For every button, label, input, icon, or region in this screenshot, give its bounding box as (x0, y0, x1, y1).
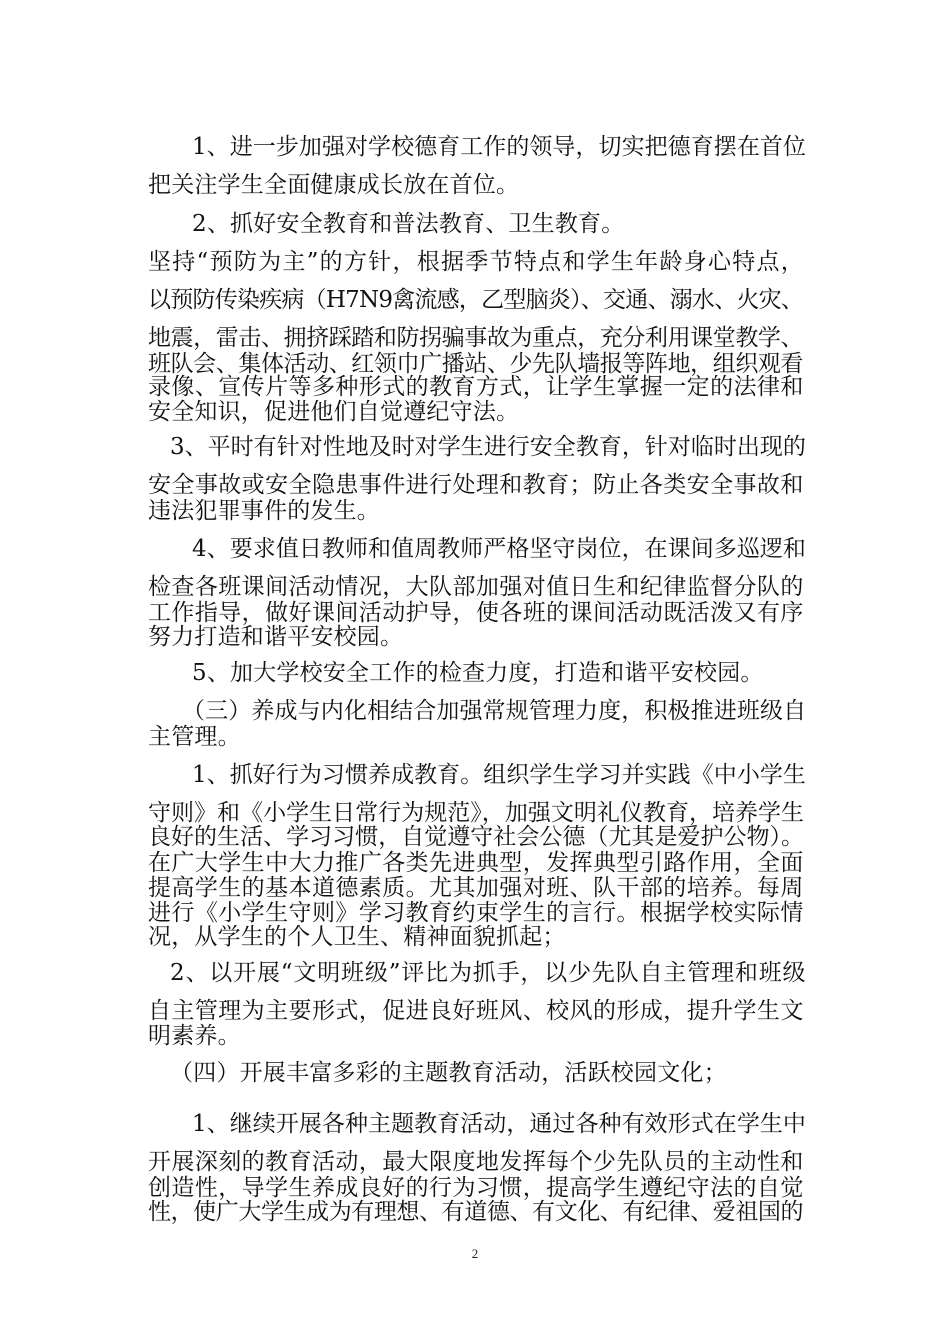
text-line: 自主管理为主要形式，促进良好班风、校风的形成，提升学生文 (148, 998, 804, 1024)
text-line: 1、继续开展各种主题教育活动，通过各种有效形式在学生中 (192, 1111, 806, 1137)
text-line: 主管理。 (148, 724, 241, 750)
text-line: （三）养成与内化相结合加强常规管理力度，积极推进班级自 (182, 698, 807, 724)
text-line: 2、抓好安全教育和普法教育、卫生教育。 (192, 211, 625, 237)
text-line: 工作指导，做好课间活动护导，使各班的课间活动既活泼又有序 (148, 600, 804, 626)
text-line: 况，从学生的个人卫生、精神面貌抓起； (148, 924, 566, 950)
text-line: 班队会、集体活动、红领巾广播站、少先队墙报等阵地，组织观看 (148, 351, 804, 377)
text-line: 3、平时有针对性地及时对学生进行安全教育，针对临时出现的 (170, 434, 806, 460)
text-line: 4、要求值日教师和值周教师严格坚守岗位，在课间多巡逻和 (192, 536, 806, 562)
text-line: 5、加大学校安全工作的检查力度，打造和谐平安校园。 (192, 660, 764, 686)
text-line: 创造性，导学生养成良好的行为习惯，提高学生遵纪守法的自觉 (148, 1175, 804, 1201)
text-line: 明素养。 (148, 1023, 241, 1049)
text-line: 良好的生活、学习习惯，自觉遵守社会公德（尤其是爱护公物）。 (148, 824, 805, 850)
text-line: 2、以开展“文明班级”评比为抓手，以少先队自主管理和班级 (170, 960, 807, 986)
text-line: 以预防传染疾病（H7N9禽流感，乙型脑炎）、交通、溺水、火灾、 (148, 287, 804, 313)
text-line: 1、抓好行为习惯养成教育。组织学生学习并实践《中小学生 (192, 762, 806, 788)
text-line: 努力打造和谐平安校园。 (148, 624, 404, 650)
page-number: 2 (471, 1246, 479, 1261)
text-line: 1、进一步加强对学校德育工作的领导，切实把德育摆在首位 (192, 134, 806, 160)
text-line: （四）开展丰富多彩的主题教育活动，活跃校园文化； (170, 1060, 727, 1086)
text-line: 安全知识，促进他们自觉遵纪守法。 (148, 399, 520, 425)
text-line: 安全事故或安全隐患事件进行处理和教育；防止各类安全事故和 (148, 472, 804, 498)
text-line: 违法犯罪事件的发生。 (148, 498, 380, 524)
text-line: 进行《小学生守则》学习教育约束学生的言行。根据学校实际情 (148, 900, 804, 926)
text-line: 守则》和《小学生日常行为规范》，加强文明礼仪教育，培养学生 (148, 800, 805, 826)
text-line: 开展深刻的教育活动，最大限度地发挥每个少先队员的主动性和 (148, 1149, 804, 1175)
text-line: 在广大学生中大力推广各类先进典型，发挥典型引路作用，全面 (148, 850, 804, 876)
text-line: 把关注学生全面健康成长放在首位。 (148, 172, 520, 198)
text-line: 坚持“预防为主”的方针，根据季节特点和学生年龄身心特点， (148, 249, 806, 275)
text-line: 性，使广大学生成为有理想、有道德、有文化、有纪律、爱祖国的 (148, 1199, 804, 1225)
text-line: 地震，雷击、拥挤踩踏和防拐骗事故为重点，充分利用课堂教学、 (148, 325, 804, 351)
text-line: 检查各班课间活动情况，大队部加强对值日生和纪律监督分队的 (148, 574, 804, 600)
text-line: 录像、宣传片等多种形式的教育方式，让学生掌握一定的法律和 (148, 374, 804, 400)
text-line: 提高学生的基本道德素质。尤其加强对班、队干部的培养。每周 (148, 875, 804, 901)
